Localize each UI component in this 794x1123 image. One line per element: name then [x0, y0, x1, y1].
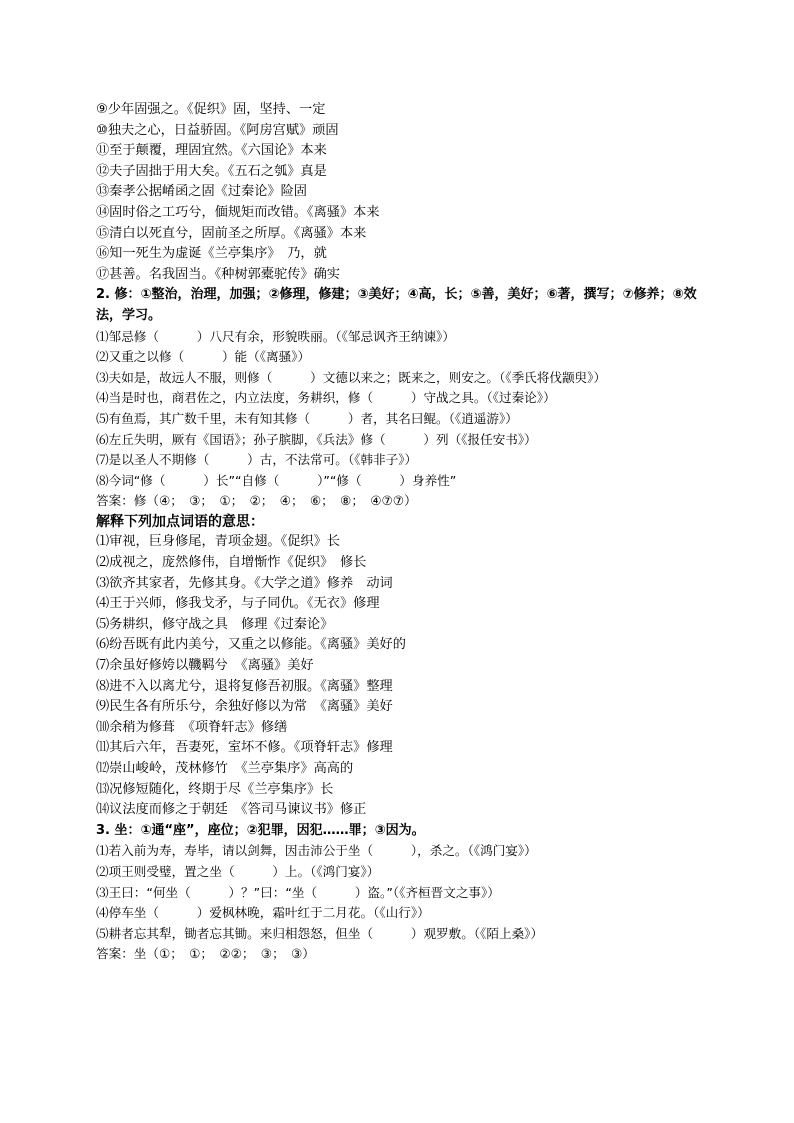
question-item: ⑵又重之以修（ ）能（《离骚》）	[96, 349, 311, 365]
list-item: ⑸务耕织，修守战之具 修理《过秦论》	[96, 616, 334, 632]
question-item: ⑷当是时也，商君佐之，内立法度，务耕织，修（ ）守战之具。（《过秦论》）	[96, 390, 556, 406]
section-heading-explain: 解释下列加点词语的意思：	[96, 513, 264, 530]
list-item: ⑫夫子固拙于用大矣。《五石之瓠》真是	[96, 163, 327, 179]
list-item: ⑬秦孝公据崤函之固《过秦论》险固	[96, 184, 307, 200]
list-item: ⑽余稍为修葺 《项脊轩志》修缮	[96, 719, 288, 735]
list-item: ⑪至于颠覆，理固宜然。《六国论》本来	[96, 143, 327, 159]
question-item: ⑻今词“修（ ）长”“自修（ ）”“修（ ）身养性”	[96, 472, 457, 488]
list-item: ⑶欲齐其家者，先修其身。《大学之道》修养 动词	[96, 575, 393, 591]
question-item: ⑶夫如是，故远人不服，则修（ ）文德以来之；既来之，则安之。（《季氏将伐颛臾》）	[96, 369, 607, 385]
list-item: ⑿崇山峻岭，茂林修竹 《兰亭集序》高高的	[96, 761, 354, 776]
list-item: ⑴审视，巨身修尾，青项金翅。《促织》长	[96, 534, 340, 550]
question-item: ⑸耕者忘其犁，锄者忘其锄。来归相怨怒，但坐（ ）观罗敷。（《陌上桑》）	[96, 925, 544, 941]
list-item: ⑾其后六年，吾妻死，室坏不修。《项脊轩志》修理	[96, 740, 393, 756]
list-item: ⑨少年固强之。《促织》固，坚持、一定	[96, 102, 326, 117]
answer-line: 答案：修（④； ③； ①； ②； ④； ⑥； ⑧； ④⑦⑦）	[96, 493, 417, 509]
question-item: ⑵项王则受璧，置之坐（ ）上。（《鸿门宴》）	[96, 863, 380, 879]
section-heading-xiu: 2. 修：①整治，治理，加强；②修理，修建；③美好；④高，长；⑤善，美好；⑥著，撰写；⑦修养；⑧效法，学习。	[96, 287, 697, 323]
list-item: ⑮清白以死直兮，固前圣之所厚。《离骚》本来	[96, 225, 367, 241]
question-item: ⑶王曰：“何坐（ ）？”曰：“坐（ ）盗。”（《齐桓晋文之事》）	[96, 884, 500, 900]
list-item: ⒀况修短随化，终期于尽《兰亭集序》长	[96, 781, 334, 797]
question-item: ⑺是以圣人不期修（ ）古，不法常可。（《韩非子》）	[96, 452, 418, 468]
question-item: ⑴邹忌修（ ）八尺有余，形貌昳丽。（《邹忌讽齐王纳谏》）	[96, 328, 455, 344]
list-item: ⑷王于兴师，修我戈矛，与子同仇。《无衣》修理	[96, 596, 380, 612]
list-item: ⑵成视之，庞然修伟，自增惭怍《促织》 修长	[96, 555, 367, 571]
list-item: ⑯知一死生为虚诞《兰亭集序》 乃，就	[96, 246, 327, 262]
list-item: ⑻进不入以离尤兮，退将复修吾初服。《离骚》整理	[96, 678, 393, 694]
question-item: ⑹左丘失明，厥有《国语》；孙子膑脚，《兵法》修（ ）列（《报任安书》）	[96, 431, 537, 447]
list-item: ⑺余虽好修姱以鞿羁兮 《离骚》美好	[96, 658, 314, 674]
document-content	[96, 100, 716, 965]
answer-line: 答案：坐（①； ①； ②②； ③； ③）	[96, 946, 315, 962]
question-item: ⑸有鱼焉，其广数千里，未有知其修（ ）者，其名曰鲲。（《逍遥游》）	[96, 410, 518, 426]
list-item: ⑹纷吾既有此内美兮，又重之以修能。《离骚》美好的	[96, 637, 406, 653]
list-item: ⑭固时俗之工巧兮，偭规矩而改错。《离骚》本来	[96, 204, 380, 220]
list-item: ⑰甚善。名我固当。《种树郭橐驼传》确实	[96, 266, 340, 282]
list-item: ⒁议法度而修之于朝廷 《答司马谏议书》修正	[96, 802, 367, 818]
list-item: ⑼民生各有所乐兮，余独好修以为常 《离骚》美好	[96, 699, 393, 715]
question-item: ⑴若入前为寿，寿毕，请以剑舞，因击沛公于坐（ ），杀之。（《鸿门宴》）	[96, 843, 537, 859]
question-item: ⑷停车坐（ ）爱枫林晚，霜叶红于二月花。（《山行》）	[96, 905, 430, 921]
list-item: ⑩独夫之心，日益骄固。《阿房宫赋》顽固	[96, 122, 339, 138]
section-heading-zuo: 3. 坐：①通“座”，座位；②犯罪，因犯……罪；③因为。	[96, 822, 425, 838]
